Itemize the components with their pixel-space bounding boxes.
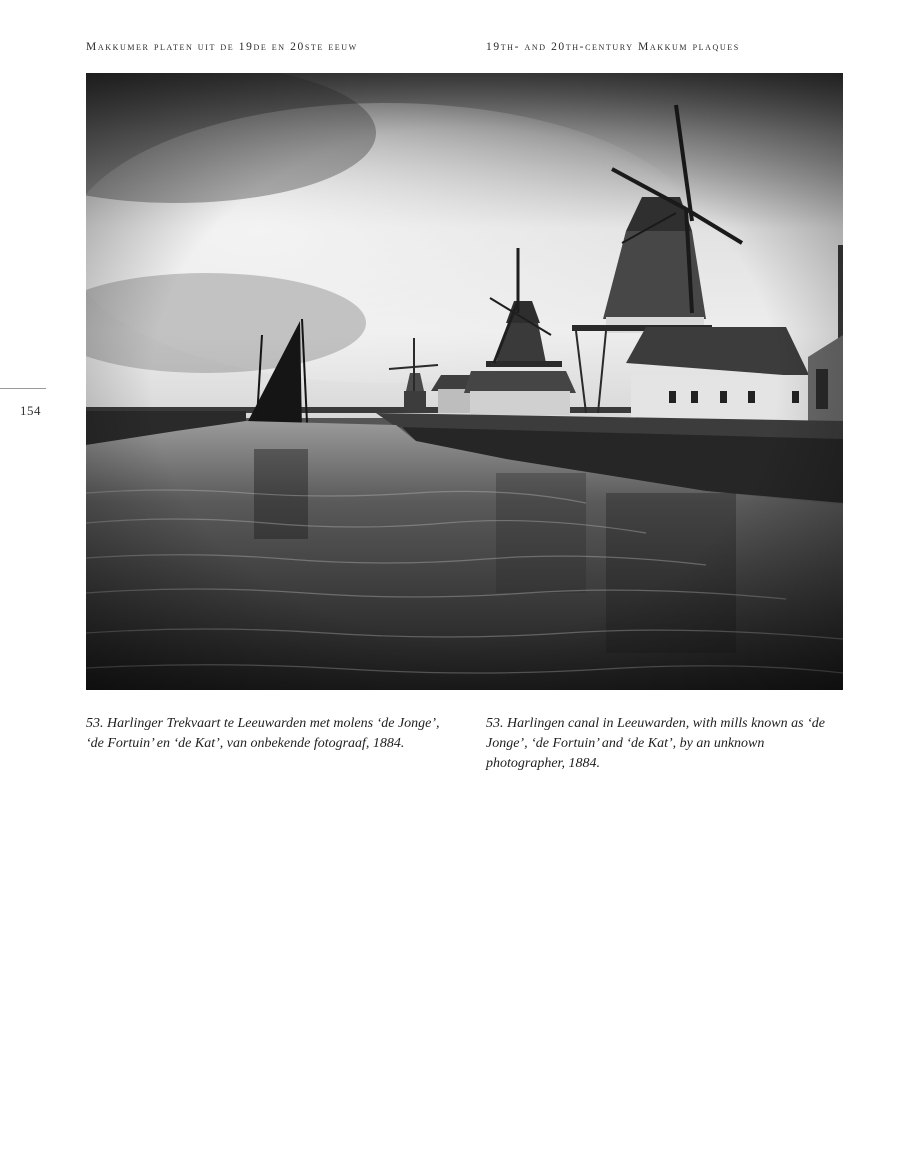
figure-caption-english: 53. Harlingen canal in Leeuwarden, with mills known as ‘de Jonge’, ‘de Fortuin’ and ‘de Kat’, by an unknown photographer, 1884. bbox=[486, 716, 825, 771]
figure-caption-dutch: 53. Harlinger Trekvaart te Leeuwarden met molens ‘de Jonge’, ‘de Fortuin’ en ‘de Kat’, van onbekende fotograaf, 1884. bbox=[86, 716, 440, 751]
running-head-left: Makkumer platen uit de 19de en 20ste eeuw bbox=[86, 41, 358, 53]
page-number: 154 bbox=[20, 403, 41, 418]
photograph-canal-windmills bbox=[86, 73, 843, 690]
running-head-right: 19th- and 20th-century Makkum plaques bbox=[486, 41, 740, 53]
margin-rule bbox=[0, 388, 46, 389]
